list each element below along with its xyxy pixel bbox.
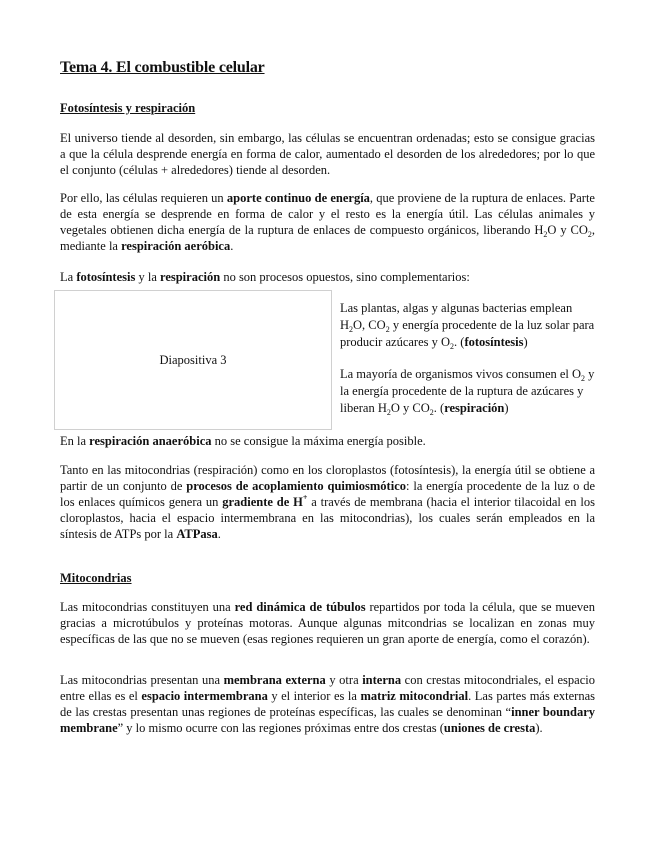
slide-placeholder	[54, 290, 332, 430]
page-title: Tema 4. El combustible celular	[60, 59, 265, 76]
paragraph-quimiosmotico: Tanto en las mitocondrias (respiración) como en los cloroplastos (fotosíntesis), la energía útil se obtiene a partir de un conjunto de procesos de acoplamiento quimiosmótico: la energía procedente de la luz o de los enlaces químicos genera un gradiente de H+ a través de membrana (hacia el interior tilacoidal en los cloroplastos, hacia el espacio intermembrana en las mitocondrias), los cuales serán empleados en la síntesis de ATPs por la ATPasa.	[60, 463, 595, 541]
paragraph-complementarios: La fotosíntesis y la respiración no son procesos opuestos, sino complementarios:	[60, 270, 470, 284]
paragraph-aporte-energia: Por ello, las células requieren un aporte continuo de energía, que proviene de la ruptura de enlaces. Parte de esta energía se desprende en forma de calor y el resto es la energía útil. Las células animales y vegetales obtienen dicha energía de la ruptura de enlaces de compuesto orgánicos, liberando $H_2O$ y $CO_2$, mediante la respiración aeróbica.	[60, 191, 595, 253]
side-note-respiracion: La mayoría de organismos vivos consumen el $O_2$ y la energía procedente de la ruptura de azúcares y liberan $H_2O$ y $CO_2$. (respiración)	[340, 367, 595, 417]
section-heading-fotosintesis: Fotosíntesis y respiración	[60, 101, 196, 115]
paragraph-red-dinamica: Las mitocondrias constituyen una red dinámica de túbulos repartidos por toda la célula, que se mueven gracias a microtúbulos y proteínas motoras. Aunque algunas mitcondrias se localizan en zonas muy específicas de las que no se mueven (esas regiones requieren un gran aporte de energía, como el corazón).	[60, 600, 595, 646]
paragraph-universo: El universo tiende al desorden, sin embargo, las células se encuentran ordenadas; esto se consigue gracias a que la célula desprende energía en forma de calor, aumentado el desorden de los alrededores; por lo que el conjunto (células + alrededores) tiende al desorden.	[60, 131, 595, 177]
paragraph-membranas: Las mitocondrias presentan una membrana externa y otra interna con crestas mitocondriales, el espacio entre ellas es el espacio intermembrana y el interior es la matriz mitocondrial. Las partes más externas de las crestas presentan unas regiones de proteínas específicas, las cuales se denominan “inner boundary membrane” y lo mismo ocurre con las regiones próximas entre dos crestas (uniones de cresta).	[60, 673, 596, 735]
slide-label: Diapositiva 3	[159, 353, 227, 367]
section-heading-mitocondrias: Mitocondrias	[60, 571, 132, 585]
paragraph-anaerobica: En la respiración anaeróbica no se consigue la máxima energía posible.	[60, 434, 426, 448]
side-note-fotosintesis: Las plantas, algas y algunas bacterias emplean $H_2O$, $CO_2$ y energía procedente de la luz solar para producir azúcares y $O_2$. (fotosíntesis)	[340, 301, 595, 351]
